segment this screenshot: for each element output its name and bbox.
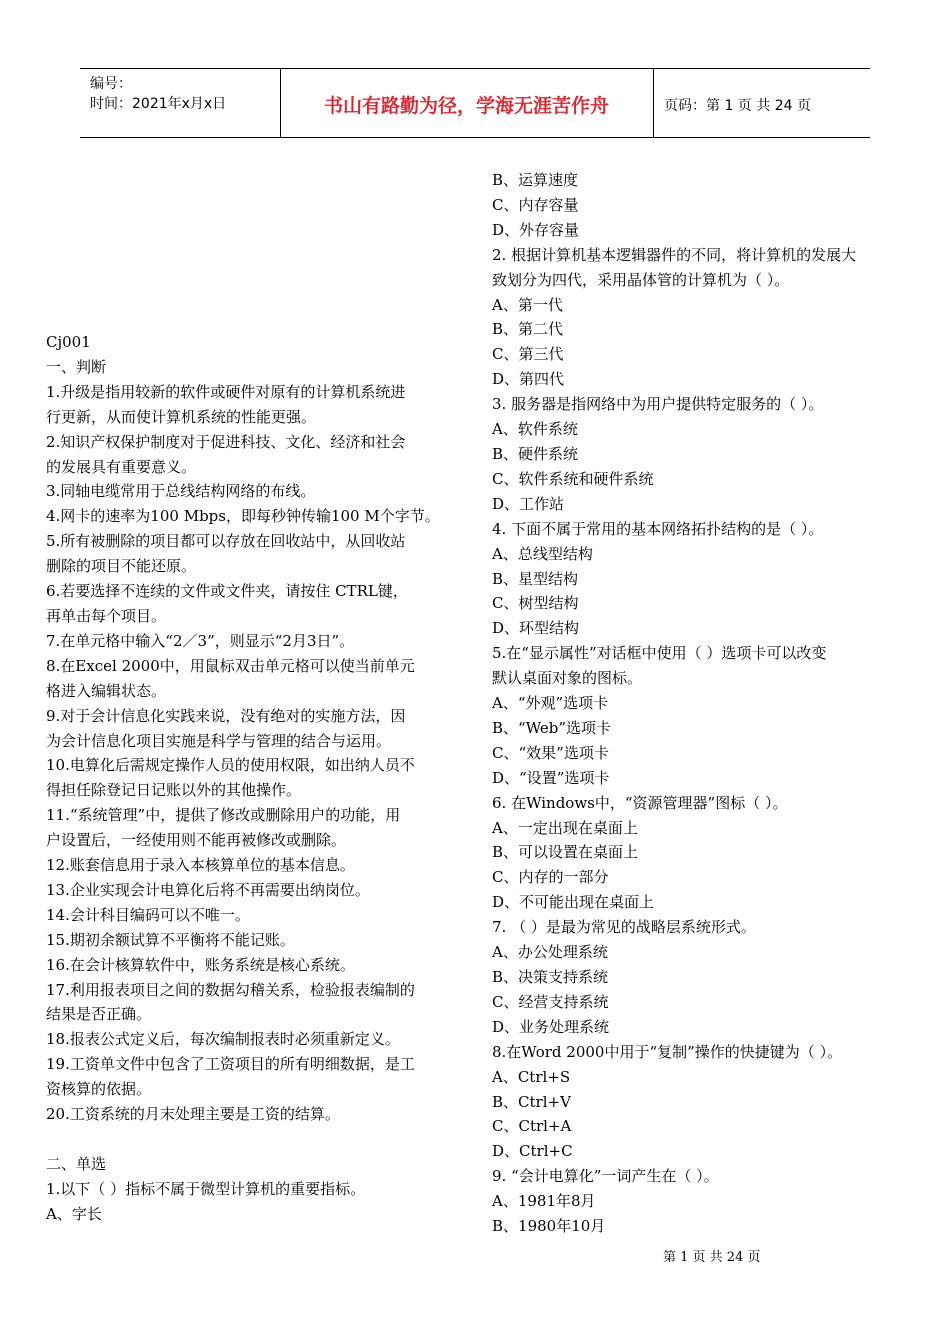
- header-time-label: 时间：2021年x月x日: [90, 96, 227, 112]
- text-line: 的发展具有重要意义。: [46, 457, 197, 476]
- text-line: 11.“系统管理”中，提供了修改或删除用户的功能，用: [46, 806, 401, 825]
- text-line: 16.在会计核算软件中，账务系统是核心系统。: [46, 955, 355, 974]
- text-line: A、办公处理系统: [492, 943, 608, 962]
- text-line: 8.在Word 2000中用于“复制”操作的快捷键为（ ）。: [492, 1042, 843, 1061]
- text-line: 18.报表公式定义后，每次编制报表时必须重新定义。: [46, 1030, 400, 1049]
- text-line: 6. 在Windows中，“资源管理器”图标（ ）。: [492, 793, 788, 812]
- text-line: C、软件系统和硬件系统: [492, 469, 654, 488]
- text-line: B、1980年10月: [492, 1217, 606, 1236]
- text-line: 5.在“显示属性”对话框中使用（ ）选项卡可以改变: [492, 644, 827, 663]
- text-line: D、环型结构: [492, 619, 580, 638]
- text-line: B、星型结构: [492, 569, 579, 588]
- text-line: B、第二代: [492, 320, 564, 339]
- text-line: A、1981年8月: [492, 1192, 596, 1211]
- text-line: 12.账套信息用于录入本核算单位的基本信息。: [46, 856, 355, 875]
- text-line: B、Ctrl+V: [492, 1092, 571, 1111]
- text-line: 9. “会计电算化”一词产生在（ ）。: [492, 1167, 719, 1186]
- text-line: D、第四代: [492, 370, 565, 389]
- text-line: D、不可能出现在桌面上: [492, 893, 655, 912]
- text-line: 致划分为四代，采用晶体管的计算机为（ ）。: [492, 270, 790, 289]
- text-line: C、Ctrl+A: [492, 1117, 572, 1136]
- text-line: 8.在Excel 2000中，用鼠标双击单元格可以使当前单元: [46, 656, 415, 675]
- document-header: [80, 68, 870, 138]
- left-column: [46, 330, 461, 1227]
- text-line: 17.利用报表项目之间的数据勾稽关系，检验报表编制的: [46, 980, 415, 999]
- text-line: C、第三代: [492, 345, 564, 364]
- text-line: 4.网卡的速率为100 Mbps，即每秒钟传输100 M个字节。: [46, 507, 440, 526]
- text-line: 6.若要选择不连续的文件或文件夹，请按住 CTRL键，: [46, 582, 408, 601]
- text-line: 3. 服务器是指网络中为用户提供特定服务的（ ）。: [492, 395, 824, 414]
- text-line: 一、判断: [46, 357, 107, 376]
- header-motto-cell: [280, 69, 654, 137]
- text-line: A、软件系统: [492, 420, 578, 439]
- text-line: 9.对于会计信息化实践来说，没有绝对的实施方法，因: [46, 706, 406, 725]
- text-line: 7. （ ）是最为常见的战略层系统形式。: [492, 918, 756, 937]
- text-line: 3.同轴电缆常用于总线结构网络的布线。: [46, 482, 316, 501]
- text-line: 20.工资系统的月末处理主要是工资的结算。: [46, 1105, 340, 1124]
- text-line: 1.以下（ ）指标不属于微型计算机的重要指标。: [46, 1179, 366, 1198]
- header-motto: 书山有路勤为径，学海无涯苦作舟: [323, 95, 609, 117]
- text-line: 7.在单元格中输入“2／3”，则显示“2月3日”。: [46, 631, 355, 650]
- text-line: 得担任除登记日记账以外的其他操作。: [46, 781, 302, 800]
- text-line: B、运算速度: [492, 171, 579, 189]
- text-line: 为会计信息化项目实施是科学与管理的结合与运用。: [46, 731, 392, 750]
- text-line: 再单击每个项目。: [46, 606, 167, 625]
- text-line: 19.工资单文件中包含了工资项目的所有明细数据，是工: [46, 1055, 415, 1074]
- text-line: 10.电算化后需规定操作人员的使用权限，如出纳人员不: [46, 756, 415, 775]
- text-line: 2.知识产权保护制度对于促进科技、文化、经济和社会: [46, 432, 406, 451]
- text-line: Cj001: [46, 333, 91, 351]
- text-line: A、Ctrl+S: [492, 1067, 571, 1086]
- text-line: D、外存容量: [492, 220, 580, 239]
- page-footer: 第 1 页 共 24 页: [663, 1250, 761, 1265]
- text-line: 默认桌面对象的图标。: [492, 669, 643, 688]
- text-line: 资核算的依据。: [46, 1080, 152, 1099]
- text-line: C、树型结构: [492, 594, 579, 613]
- text-line: D、业务处理系统: [492, 1017, 610, 1036]
- text-line: A、字长: [46, 1204, 102, 1223]
- text-line: 二、单选: [46, 1154, 107, 1173]
- text-line: B、硬件系统: [492, 444, 579, 463]
- header-meta-cell: [80, 69, 281, 137]
- text-line: 删除的项目不能还原。: [46, 557, 197, 576]
- text-line: C、内存的一部分: [492, 868, 609, 887]
- text-line: A、“外观”选项卡: [492, 694, 609, 713]
- text-line: D、“设置”选项卡: [492, 768, 610, 787]
- right-column: [492, 168, 908, 1239]
- text-line: B、“Web”选项卡: [492, 718, 612, 737]
- text-line: 1.升级是指用较新的软件或硬件对原有的计算机系统进: [46, 382, 406, 401]
- header-page-cell: [654, 69, 870, 137]
- text-line: C、内存容量: [492, 195, 579, 214]
- text-line: 格进入编辑状态。: [46, 681, 167, 700]
- header-number-label: 编号：: [90, 76, 132, 92]
- text-line: 结果是否正确。: [46, 1005, 152, 1024]
- text-line: 户设置后，一经使用则不能再被修改或删除。: [46, 831, 347, 850]
- text-line: 2. 根据计算机基本逻辑器件的不同，将计算机的发展大: [492, 245, 857, 264]
- text-line: 4. 下面不属于常用的基本网络拓扑结构的是（ ）。: [492, 519, 824, 538]
- text-line: A、第一代: [492, 295, 563, 314]
- text-line: C、经营支持系统: [492, 992, 609, 1011]
- text-line: 13.企业实现会计电算化后将不再需要出纳岗位。: [46, 880, 370, 899]
- blank-line: [46, 1127, 461, 1152]
- text-line: B、可以设置在桌面上: [492, 843, 639, 862]
- text-line: D、Ctrl+C: [492, 1142, 573, 1161]
- text-line: 14.会计科目编码可以不唯一。: [46, 905, 250, 924]
- text-line: 15.期初余额试算不平衡将不能记账。: [46, 930, 295, 949]
- text-line: 5.所有被删除的项目都可以存放在回收站中，从回收站: [46, 532, 406, 551]
- text-line: C、“效果”选项卡: [492, 743, 609, 762]
- text-line: A、一定出现在桌面上: [492, 818, 638, 837]
- text-line: A、总线型结构: [492, 544, 593, 563]
- text-line: 行更新，从而使计算机系统的性能更强。: [46, 407, 317, 426]
- text-line: D、工作站: [492, 494, 565, 513]
- header-page-label: 页码：第 1 页 共 24 页: [664, 98, 811, 114]
- text-line: B、决策支持系统: [492, 968, 609, 986]
